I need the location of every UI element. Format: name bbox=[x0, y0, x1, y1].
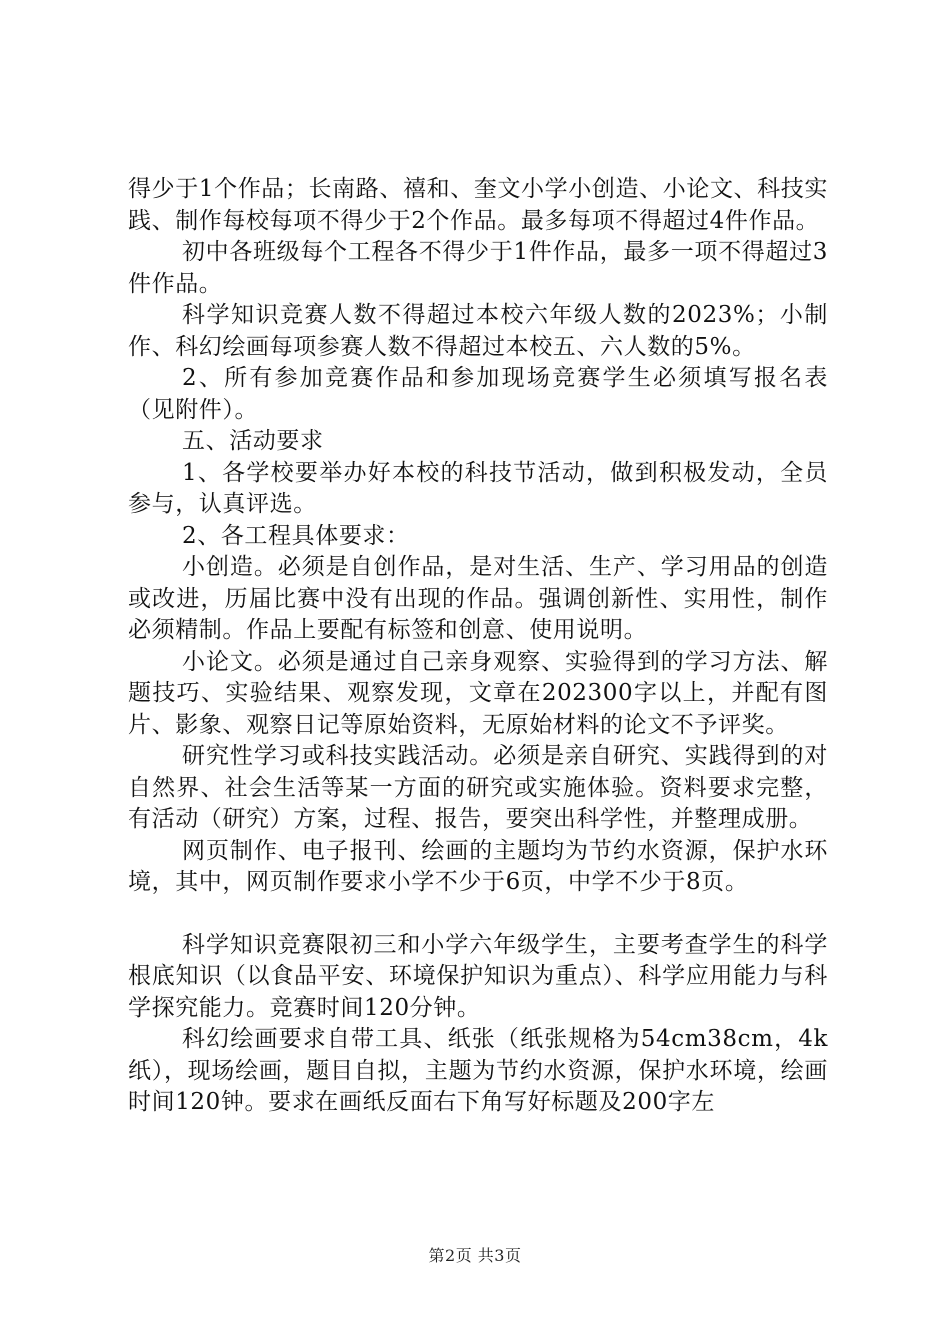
paragraph: 小创造。必须是自创作品，是对生活、生产、学习用品的创造或改进，历届比赛中没有出现的作品。强调创新性、实用性，制作必须精制。作品上要配有标签和创意、使用说明。 bbox=[128, 554, 828, 643]
paragraph: 初中各班级每个工程各不得少于1件作品，最多一项不得超过3件作品。 bbox=[128, 239, 828, 297]
paragraph: 五、活动要求 bbox=[182, 428, 324, 454]
paragraph-gap bbox=[128, 899, 828, 930]
paragraph: 得少于1个作品；长南路、禧和、奎文小学小创造、小论文、科技实践、制作每校每项不得少于2个作品。最多每项不得超过4件作品。 bbox=[128, 176, 828, 234]
document-body bbox=[128, 174, 828, 1119]
text-block-after-gap bbox=[128, 930, 828, 1119]
paragraph: 小论文。必须是通过自己亲身观察、实验得到的学习方法、解题技巧、实验结果、观察发现，文章在202300字以上，并配有图片、影象、观察日记等原始资料，无原始材料的论文不予评奖。 bbox=[128, 648, 828, 738]
paragraph: 网页制作、电子报刊、绘画的主题均为节约水资源，保护水环境，其中，网页制作要求小学不少于6页，中学不少于8页。 bbox=[128, 837, 828, 895]
page-footer: 第2页 共3页 bbox=[428, 1246, 522, 1265]
paragraph: 2、所有参加竞赛作品和参加现场竞赛学生必须填写报名表（见附件）。 bbox=[128, 365, 828, 423]
text-block-before-gap bbox=[128, 174, 828, 899]
paragraph: 科学知识竞赛限初三和小学六年级学生，主要考查学生的科学根底知识（以食品平安、环境保护知识为重点）、科学应用能力与科学探究能力。竞赛时间120分钟。 bbox=[128, 931, 828, 1021]
paragraph: 2、各工程具体要求： bbox=[182, 522, 410, 549]
paragraph: 科幻绘画要求自带工具、纸张（纸张规格为54cm38cm，4k纸），现场绘画，题目自拟，主题为节约水资源，保护水环境，绘画时间120钟。要求在画纸反面右下角写好标题及200字左 bbox=[128, 1026, 828, 1115]
paragraph: 研究性学习或科技实践活动。必须是亲自研究、实践得到的对自然界、社会生活等某一方面的研究或实施体验。资料要求完整，有活动（研究）方案，过程、报告，要突出科学性，并整理成册。 bbox=[128, 743, 828, 832]
paragraph: 1、各学校要举办好本校的科技节活动，做到积极发动，全员参与，认真评选。 bbox=[128, 459, 828, 517]
paragraph: 科学知识竞赛人数不得超过本校六年级人数的2023%；小制作、科幻绘画每项参赛人数不得超过本校五、六人数的5%。 bbox=[128, 302, 828, 360]
